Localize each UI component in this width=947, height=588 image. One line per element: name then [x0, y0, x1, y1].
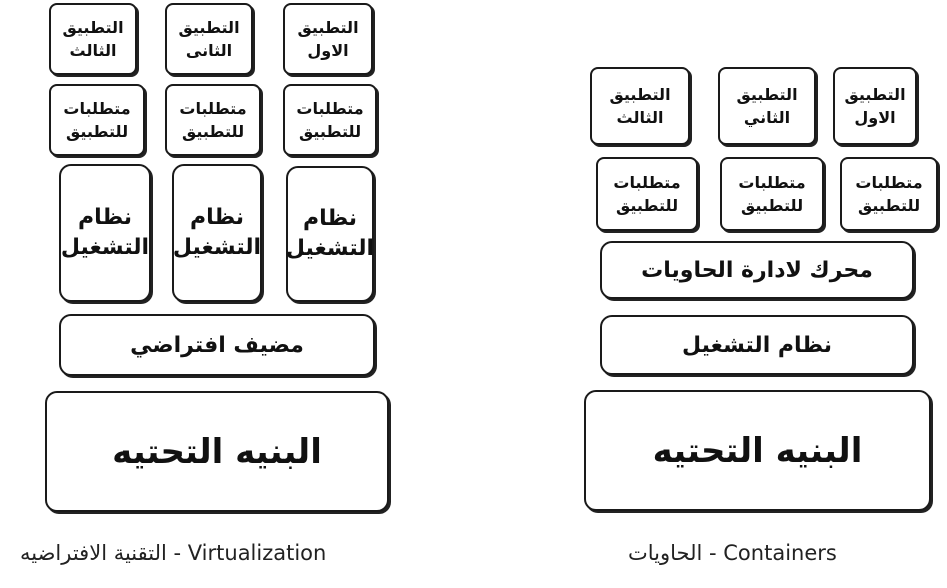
ct-app-2: [718, 67, 816, 145]
vm-infrastructure-label: البنيه التحتيه: [112, 431, 322, 472]
vm-hypervisor-label: مضيف افتراضي: [130, 332, 304, 358]
vm-os-1-label: نظام التشغيل: [285, 206, 375, 261]
vm-requirements-3: [49, 84, 145, 156]
vm-os-3-label: نظام التشغيل: [60, 205, 150, 260]
ct-infrastructure: [584, 390, 931, 511]
ct-requirements-3-label: متطلبات للتطبيق: [613, 172, 681, 215]
vm-infrastructure: [45, 391, 389, 512]
ct-app-1: [833, 67, 917, 145]
ct-container-engine-label: محرك لادارة الحاويات: [641, 257, 873, 283]
vm-requirements-1: [283, 84, 377, 156]
vm-os-2: [172, 164, 262, 302]
vm-os-3: [59, 164, 151, 302]
vm-os-2-label: نظام التشغيل: [172, 205, 262, 260]
ct-infrastructure-label: البنيه التحتيه: [652, 430, 863, 471]
ct-requirements-3: [596, 157, 698, 231]
vm-app-3: [49, 3, 137, 75]
vm-os-1: [286, 166, 374, 302]
vm-requirements-2-label: متطلبات للتطبيق: [179, 98, 247, 141]
vm-requirements-2: [165, 84, 261, 156]
vm-app-1: [283, 3, 373, 75]
ct-requirements-2-label: متطلبات للتطبيق: [738, 172, 806, 215]
ct-caption: الحاويات - Containers: [628, 541, 837, 565]
vm-caption: التقنية الافتراضيه - Virtualization: [20, 541, 327, 565]
vm-requirements-1-label: متطلبات للتطبيق: [296, 98, 364, 141]
ct-requirements-2: [720, 157, 824, 231]
vm-app-2: [165, 3, 253, 75]
vm-app-3-label: التطبيق الثالث: [62, 17, 124, 60]
ct-app-3: [590, 67, 690, 145]
vm-hypervisor: [59, 314, 375, 376]
ct-app-1-label: التطبيق الاول: [844, 84, 906, 127]
vm-app-1-label: التطبيق الاول: [297, 17, 359, 60]
vm-requirements-3-label: متطلبات للتطبيق: [63, 98, 131, 141]
vm-app-2-label: التطبيق الثانى: [178, 17, 240, 60]
ct-operating-system: [600, 315, 914, 375]
ct-requirements-1-label: متطلبات للتطبيق: [855, 172, 923, 215]
ct-app-2-label: التطبيق الثاني: [736, 84, 798, 127]
ct-requirements-1: [840, 157, 938, 231]
ct-operating-system-label: نظام التشغيل: [682, 332, 832, 358]
ct-app-3-label: التطبيق الثالث: [609, 84, 671, 127]
ct-container-engine: [600, 241, 914, 299]
